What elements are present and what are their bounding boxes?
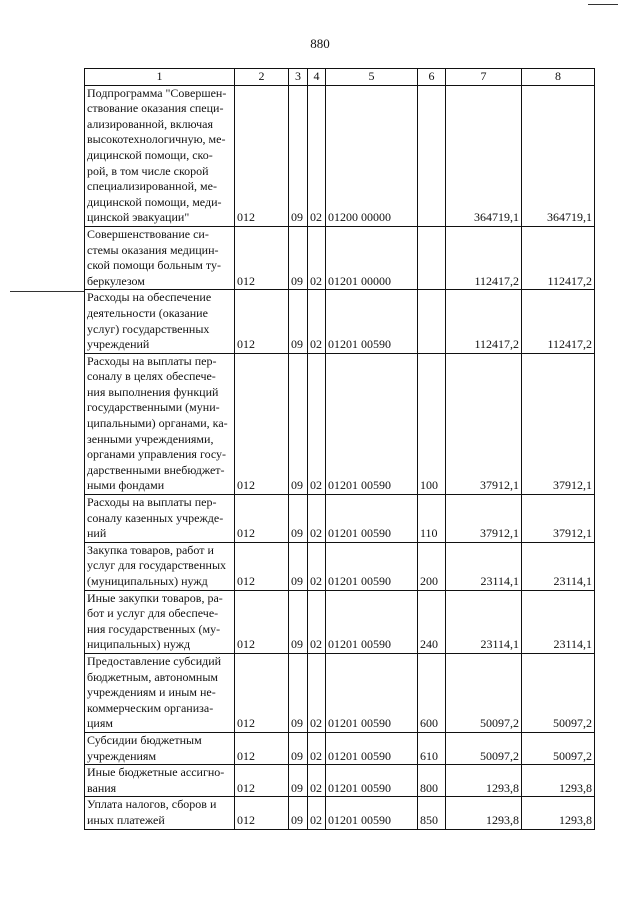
table-row bbox=[85, 85, 595, 226]
cell-amount-2: 112417,2 bbox=[522, 290, 595, 353]
col-header-4: 4 bbox=[308, 69, 326, 86]
cell-ministry: 012 bbox=[235, 732, 289, 764]
cell-expense-type: 240 bbox=[418, 590, 446, 653]
cell-target-article: 01200 00000 bbox=[326, 85, 418, 226]
cell-name-line: цинской эвакуации" bbox=[87, 210, 190, 225]
cell-name bbox=[85, 226, 235, 289]
cell-amount-1: 112417,2 bbox=[446, 290, 522, 353]
cell-target-article: 01201 00590 bbox=[326, 495, 418, 543]
cell-name-line: ния государственных (му- bbox=[87, 621, 221, 636]
scan-line bbox=[10, 291, 84, 292]
cell-section: 09 bbox=[289, 85, 308, 226]
cell-name-line: учреждениям bbox=[87, 748, 157, 763]
cell-target-article: 01201 00590 bbox=[326, 590, 418, 653]
cell-name-line: дицинской помощи, ско- bbox=[87, 147, 213, 162]
cell-amount-1: 364719,1 bbox=[446, 85, 522, 226]
cell-name-line: (муниципальных) нужд bbox=[87, 574, 208, 588]
cell-amount-1: 50097,2 bbox=[446, 732, 522, 764]
cell-amount-1: 1293,8 bbox=[446, 797, 522, 829]
cell-ministry: 012 bbox=[235, 542, 289, 590]
cell-name bbox=[85, 290, 235, 353]
cell-name-line: Закупка товаров, работ и bbox=[87, 542, 214, 557]
cell-expense-type bbox=[418, 290, 446, 353]
cell-name-line: Предоставление субсидий bbox=[87, 653, 222, 668]
cell-ministry: 012 bbox=[235, 85, 289, 226]
cell-ministry: 012 bbox=[235, 495, 289, 543]
cell-expense-type: 200 bbox=[418, 542, 446, 590]
cell-name-line: Расходы на выплаты пер- bbox=[87, 353, 217, 368]
cell-target-article: 01201 00590 bbox=[326, 653, 418, 732]
scan-mark bbox=[588, 4, 618, 5]
cell-name-line: специализированной, ме- bbox=[87, 179, 217, 194]
cell-name-line: соналу казенных учрежде- bbox=[87, 510, 224, 525]
cell-name-line: вания bbox=[87, 780, 117, 795]
cell-ministry: 012 bbox=[235, 290, 289, 353]
cell-expense-type: 100 bbox=[418, 353, 446, 494]
cell-target-article: 01201 00590 bbox=[326, 542, 418, 590]
cell-name-line: высокотехнологичную, ме- bbox=[87, 132, 226, 147]
cell-name bbox=[85, 797, 235, 829]
col-header-7: 7 bbox=[446, 69, 522, 86]
cell-target-article: 01201 00590 bbox=[326, 290, 418, 353]
cell-name bbox=[85, 353, 235, 494]
cell-name bbox=[85, 85, 235, 226]
cell-name-line: учреждений bbox=[87, 337, 150, 352]
cell-subsection: 02 bbox=[308, 226, 326, 289]
cell-name-line: деятельности (оказание bbox=[87, 305, 208, 320]
col-header-1: 1 bbox=[85, 69, 235, 86]
cell-name-line: государственными (муни- bbox=[87, 400, 220, 415]
cell-amount-2: 364719,1 bbox=[522, 85, 595, 226]
cell-name-line: Подпрограмма "Совершен- bbox=[87, 85, 227, 100]
cell-name-line: Уплата налогов, сборов и bbox=[87, 797, 217, 812]
cell-name-line: органами управления госу- bbox=[87, 447, 227, 462]
cell-name-line: ализированной, включая bbox=[87, 116, 213, 131]
cell-amount-1: 1293,8 bbox=[446, 765, 522, 797]
cell-amount-2: 112417,2 bbox=[522, 226, 595, 289]
cell-name-line: рой, в том числе скорой bbox=[87, 163, 209, 178]
cell-target-article: 01201 00590 bbox=[326, 797, 418, 829]
cell-amount-2: 23114,1 bbox=[522, 542, 595, 590]
cell-expense-type bbox=[418, 226, 446, 289]
cell-name-line: ской помощи больным ту- bbox=[87, 258, 221, 273]
cell-section: 09 bbox=[289, 797, 308, 829]
cell-name-line: дарственными внебюджет- bbox=[87, 462, 225, 477]
cell-name-line: стемы оказания медицин- bbox=[87, 242, 219, 257]
cell-target-article: 01201 00590 bbox=[326, 765, 418, 797]
cell-ministry: 012 bbox=[235, 653, 289, 732]
cell-subsection: 02 bbox=[308, 797, 326, 829]
cell-section: 09 bbox=[289, 590, 308, 653]
cell-name-line: циям bbox=[87, 716, 113, 731]
table-row bbox=[85, 765, 595, 797]
table-row bbox=[85, 797, 595, 829]
cell-expense-type: 600 bbox=[418, 653, 446, 732]
table-row bbox=[85, 353, 595, 494]
cell-expense-type: 110 bbox=[418, 495, 446, 543]
cell-name-line: коммерческим организа- bbox=[87, 700, 214, 715]
cell-section: 09 bbox=[289, 653, 308, 732]
cell-subsection: 02 bbox=[308, 85, 326, 226]
cell-name-line: ний bbox=[87, 526, 107, 541]
cell-amount-1: 37912,1 bbox=[446, 353, 522, 494]
cell-name-line: бюджетным, автономным bbox=[87, 669, 218, 684]
cell-name-line: ствование оказания специ- bbox=[87, 101, 224, 116]
cell-expense-type: 610 bbox=[418, 732, 446, 764]
cell-subsection: 02 bbox=[308, 353, 326, 494]
cell-name-line: учреждениям и иным не- bbox=[87, 685, 216, 700]
cell-section: 09 bbox=[289, 290, 308, 353]
cell-ministry: 012 bbox=[235, 226, 289, 289]
cell-amount-2: 1293,8 bbox=[522, 797, 595, 829]
cell-subsection: 02 bbox=[308, 653, 326, 732]
cell-amount-2: 50097,2 bbox=[522, 653, 595, 732]
cell-name bbox=[85, 590, 235, 653]
cell-section: 09 bbox=[289, 495, 308, 543]
table-header-row bbox=[85, 69, 595, 86]
cell-amount-2: 23114,1 bbox=[522, 590, 595, 653]
cell-name bbox=[85, 653, 235, 732]
cell-section: 09 bbox=[289, 226, 308, 289]
cell-amount-2: 37912,1 bbox=[522, 353, 595, 494]
cell-ministry: 012 bbox=[235, 590, 289, 653]
cell-section: 09 bbox=[289, 732, 308, 764]
cell-subsection: 02 bbox=[308, 290, 326, 353]
cell-amount-1: 37912,1 bbox=[446, 495, 522, 543]
col-header-3: 3 bbox=[289, 69, 308, 86]
cell-name-line: Расходы на выплаты пер- bbox=[87, 495, 217, 510]
table-row bbox=[85, 653, 595, 732]
cell-name-line: соналу в целях обеспече- bbox=[87, 369, 216, 384]
cell-expense-type: 850 bbox=[418, 797, 446, 829]
cell-subsection: 02 bbox=[308, 495, 326, 543]
cell-ministry: 012 bbox=[235, 797, 289, 829]
cell-name-line: иных платежей bbox=[87, 812, 165, 827]
cell-name-line: ными фондами bbox=[87, 478, 165, 493]
cell-subsection: 02 bbox=[308, 765, 326, 797]
cell-name-line: ципальными) органами, ка- bbox=[87, 416, 228, 431]
cell-target-article: 01201 00590 bbox=[326, 732, 418, 764]
cell-subsection: 02 bbox=[308, 542, 326, 590]
cell-amount-2: 1293,8 bbox=[522, 765, 595, 797]
col-header-8: 8 bbox=[522, 69, 595, 86]
cell-name-line: Совершенствование си- bbox=[87, 226, 209, 241]
cell-name-line: ния выполнения функций bbox=[87, 384, 219, 399]
cell-ministry: 012 bbox=[235, 765, 289, 797]
table-row bbox=[85, 732, 595, 764]
col-header-2: 2 bbox=[235, 69, 289, 86]
cell-expense-type bbox=[418, 85, 446, 226]
table-row bbox=[85, 542, 595, 590]
cell-amount-2: 37912,1 bbox=[522, 495, 595, 543]
budget-table bbox=[84, 68, 595, 830]
cell-amount-1: 23114,1 bbox=[446, 542, 522, 590]
cell-section: 09 bbox=[289, 765, 308, 797]
cell-section: 09 bbox=[289, 353, 308, 494]
cell-name-line: Иные бюджетные ассигно- bbox=[87, 765, 225, 780]
cell-name bbox=[85, 765, 235, 797]
table-row bbox=[85, 495, 595, 543]
cell-name bbox=[85, 542, 235, 590]
cell-amount-2: 50097,2 bbox=[522, 732, 595, 764]
cell-name-line: Субсидии бюджетным bbox=[87, 732, 202, 747]
cell-target-article: 01201 00000 bbox=[326, 226, 418, 289]
cell-name-line: беркулезом bbox=[87, 273, 145, 288]
cell-amount-1: 23114,1 bbox=[446, 590, 522, 653]
cell-amount-1: 50097,2 bbox=[446, 653, 522, 732]
table-row bbox=[85, 590, 595, 653]
cell-name-line: зенными учреждениями, bbox=[87, 431, 214, 446]
cell-section: 09 bbox=[289, 542, 308, 590]
cell-name-line: услуг) государственных bbox=[87, 321, 210, 336]
cell-subsection: 02 bbox=[308, 732, 326, 764]
cell-name-line: дицинской помощи, меди- bbox=[87, 194, 222, 209]
cell-amount-1: 112417,2 bbox=[446, 226, 522, 289]
table-row bbox=[85, 226, 595, 289]
cell-expense-type: 800 bbox=[418, 765, 446, 797]
cell-name bbox=[85, 732, 235, 764]
table-body bbox=[85, 85, 595, 829]
col-header-6: 6 bbox=[418, 69, 446, 86]
col-header-5: 5 bbox=[326, 69, 418, 86]
cell-subsection: 02 bbox=[308, 590, 326, 653]
cell-ministry: 012 bbox=[235, 353, 289, 494]
cell-name-line: Расходы на обеспечение bbox=[87, 290, 212, 305]
cell-name-line: ниципальных) нужд bbox=[87, 637, 191, 652]
cell-target-article: 01201 00590 bbox=[326, 353, 418, 494]
table-row bbox=[85, 290, 595, 353]
cell-name-line: Иные закупки товаров, ра- bbox=[87, 590, 223, 605]
cell-name-line: услуг для государственных bbox=[87, 558, 227, 573]
cell-name bbox=[85, 495, 235, 543]
page-number: 880 bbox=[310, 36, 330, 51]
cell-name-line: бот и услуг для обеспече- bbox=[87, 606, 219, 621]
